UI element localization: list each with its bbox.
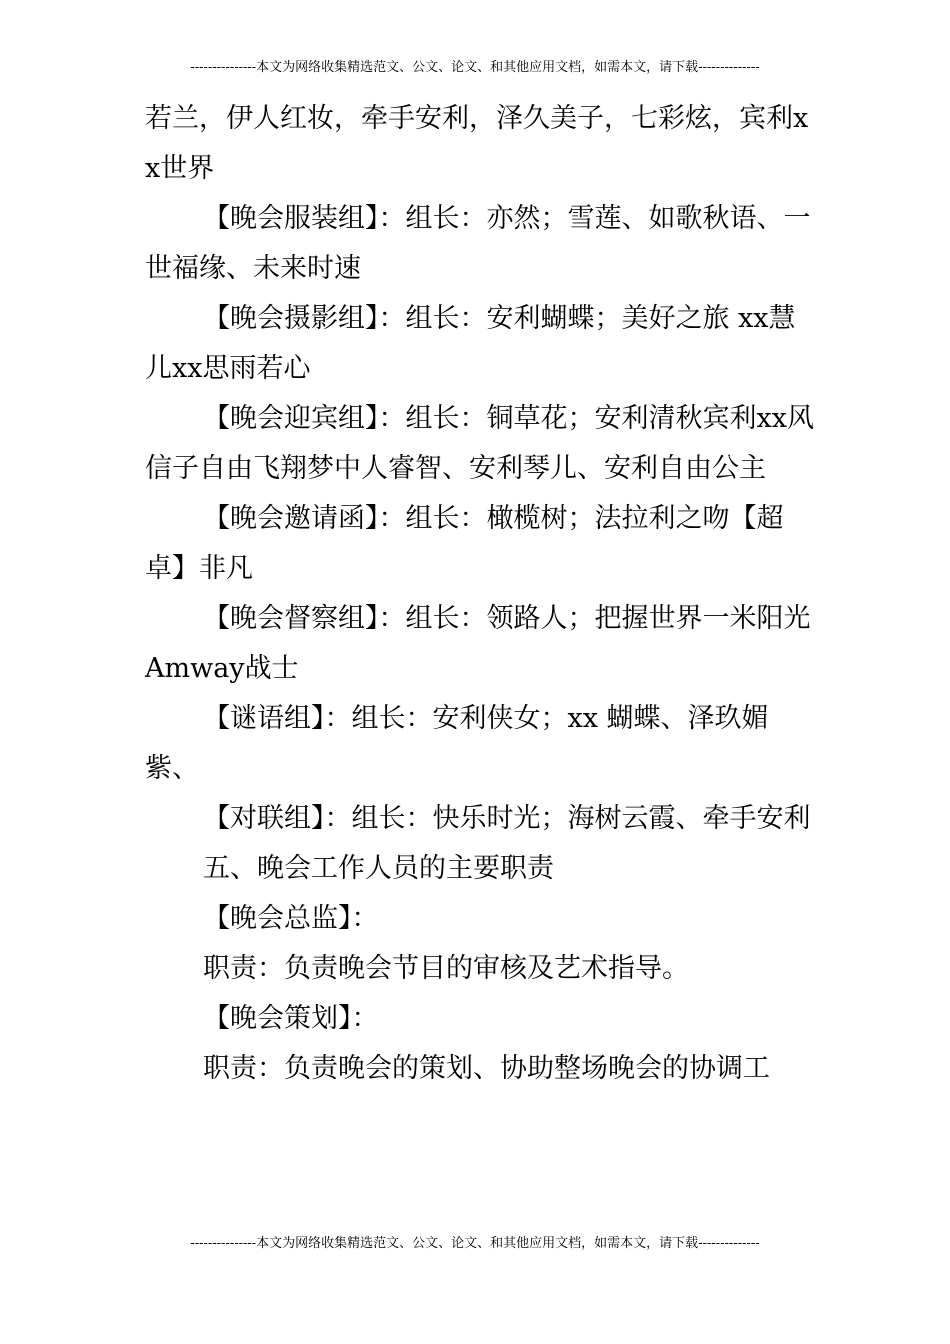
role-duty-director: 职责：负责晚会节目的审核及艺术指导。 [203,953,689,984]
paragraph-1: 若兰，伊人红妆，牵手安利，泽久美子，七彩炫，宾利xx世界 [145,103,809,184]
paragraph-photography-group: 【晚会摄影组】：组长：安利蝴蝶；美好之旅 xx慧儿xx思雨若心 [145,303,796,384]
paragraph-invitation-group: 【晚会邀请函】：组长：橄榄树；法拉利之吻【超卓】非凡 [145,503,784,584]
paragraph-welcome-group: 【晚会迎宾组】：组长：铜草花；安利清秋宾利xx风信子自由飞翔梦中人睿智、安利琴儿、安利自由公主 [145,403,814,484]
page-header: ---------------本文为网络收集精选范文、公文、论文、和其他应用文档，如需本文，请下载-------------- [190,60,760,75]
paragraph-costume-group: 【晚会服装组】：组长：亦然；雪莲、如歌秋语、一世福缘、未来时速 [145,203,811,284]
role-heading-planner: 【晚会策划】： [203,1003,379,1034]
role-heading-director: 【晚会总监】： [203,903,379,934]
document-body [145,94,820,1094]
section-heading-duties: 五、晚会工作人员的主要职责 [203,853,554,884]
paragraph-couplet-group: 【对联组】：组长：快乐时光；海树云霞、牵手安利 [203,803,811,834]
paragraph-supervision-group: 【晚会督察组】：组长：领路人；把握世界一米阳光Amway战士 [145,603,811,684]
paragraph-riddle-group: 【谜语组】：组长：安利侠女；xx 蝴蝶、泽玖媚紫、 [145,703,769,784]
role-duty-planner: 职责：负责晚会的策划、协助整场晚会的协调工 [203,1053,770,1084]
page-footer: ---------------本文为网络收集精选范文、公文、论文、和其他应用文档，如需本文，请下载-------------- [190,1236,760,1251]
